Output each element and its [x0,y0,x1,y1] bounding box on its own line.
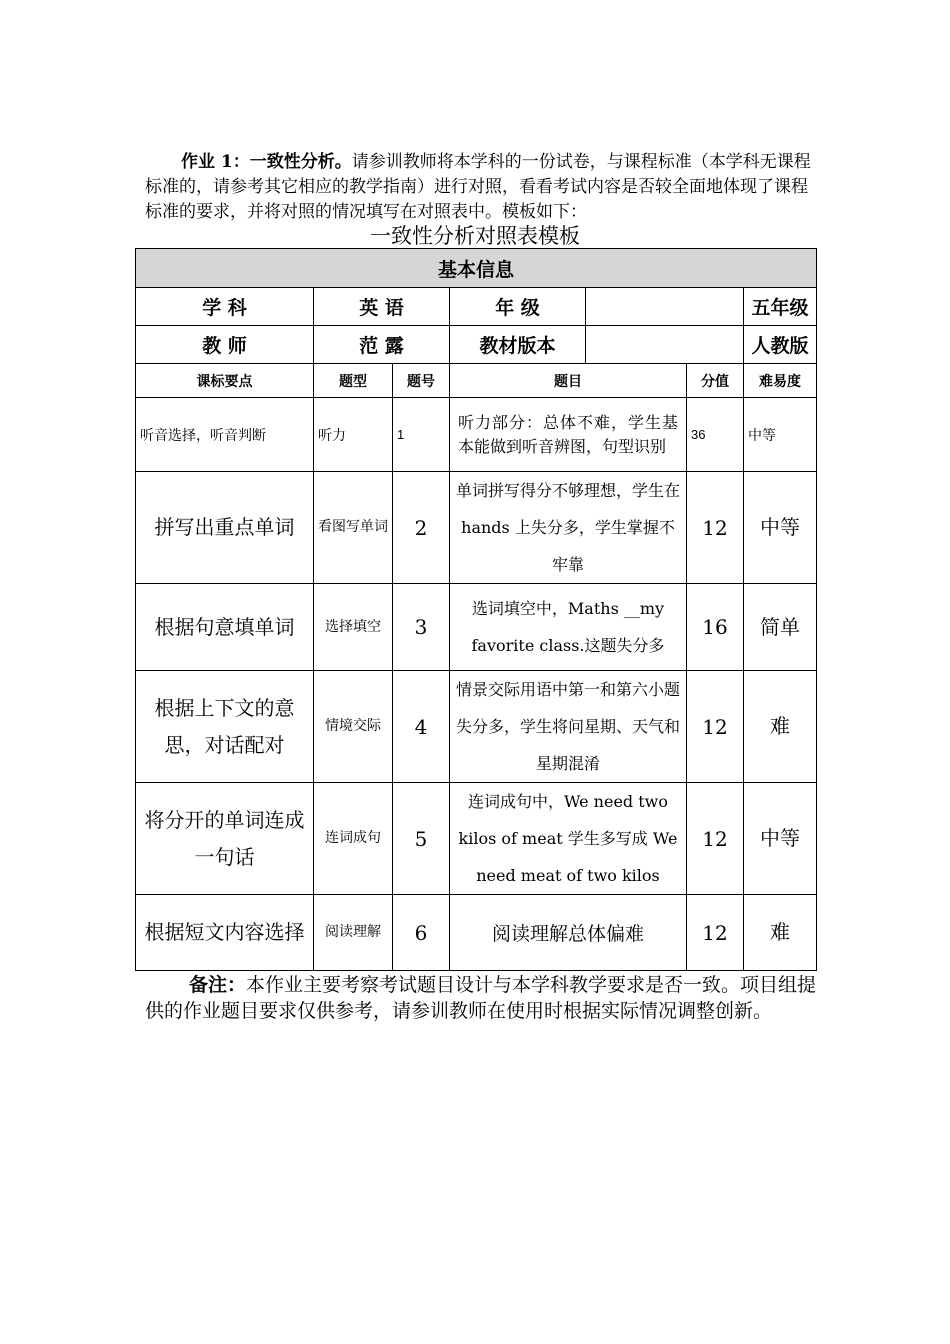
info-row-subject [136,288,817,326]
note-text: 本作业主要考察考试题目设计与本学科教学要求是否一致。项目组提供的作业题目要求仅供参考，请参训教师在使用时根据实际情况调整创新。 [145,974,817,1022]
cell-no: 1 [393,398,450,472]
table-row [136,584,817,671]
cell-no: 4 [393,671,450,783]
cell-level: 中等 [744,398,817,472]
table-row [136,398,817,472]
intro-paragraph [145,150,813,225]
cell-point: 将分开的单词连成一句话 [136,783,314,895]
cell-point: 根据上下文的意思，对话配对 [136,671,314,783]
teacher-value: 范 露 [314,326,450,364]
cell-score: 12 [687,472,744,584]
header-point: 课标要点 [136,364,314,398]
consistency-table [135,248,817,971]
cell-type: 阅读理解 [314,895,393,971]
table-row [136,472,817,584]
cell-score: 12 [687,671,744,783]
cell-type: 情境交际 [314,671,393,783]
teacher-label: 教 师 [136,326,314,364]
cell-level: 中等 [744,472,817,584]
edition-label: 教材版本 [450,326,586,363]
info-row-teacher [136,326,817,364]
cell-score: 16 [687,584,744,671]
document-title: 一致性分析对照表模板 [370,224,580,248]
section-title: 基本信息 [136,249,817,288]
cell-level: 简单 [744,584,817,671]
cell-no: 6 [393,895,450,971]
header-desc: 题目 [450,364,687,398]
cell-type: 看图写单词 [314,472,393,584]
cell-desc: 情景交际用语中第一和第六小题失分多，学生将问星期、天气和星期混淆 [450,671,687,783]
table-row [136,783,817,895]
cell-level: 难 [744,895,817,971]
cell-type: 连词成句 [314,783,393,895]
header-level: 难易度 [744,364,817,398]
column-header-row [136,364,817,398]
header-score: 分值 [687,364,744,398]
cell-desc: 连词成句中，We need two kilos of meat 学生多写成 We need meat of two kilos [450,783,687,895]
cell-desc: 选词填空中，Maths __my favorite class.这题失分多 [450,584,687,671]
cell-point: 听音选择，听音判断 [136,398,314,472]
cell-score: 12 [687,783,744,895]
cell-desc: 阅读理解总体偏难 [450,895,687,971]
cell-no: 2 [393,472,450,584]
cell-no: 3 [393,584,450,671]
cell-type: 选择填空 [314,584,393,671]
cell-desc: 听力部分：总体不难，学生基本能做到听音辨图，句型识别 [450,398,687,472]
table-row [136,895,817,971]
grade-label: 年 级 [450,288,586,325]
cell-type: 听力 [314,398,393,472]
cell-point: 根据句意填单词 [136,584,314,671]
section-header-row [136,249,817,288]
subject-label: 学 科 [136,288,314,326]
cell-score: 12 [687,895,744,971]
table-row [136,671,817,783]
cell-desc: 单词拼写得分不够理想，学生在 hands 上失分多，学生掌握不牢靠 [450,472,687,584]
note-paragraph [145,972,817,1024]
cell-point: 拼写出重点单词 [136,472,314,584]
cell-level: 难 [744,671,817,783]
intro-text: 请参训教师将本学科的一份试卷，与课程标准（本学科无课程标准的，请参考其它相应的教学指南）进行对照，看看考试内容是否较全面地体现了课程标准的要求，并将对照的情况填写在对照表中。模板如下： [145,152,811,222]
header-type: 题型 [314,364,393,398]
subject-value: 英 语 [314,288,450,326]
cell-no: 5 [393,783,450,895]
intro-lead: 作业 1：一致性分析。 [181,152,352,172]
cell-point: 根据短文内容选择 [136,895,314,971]
grade-value: 五年级 [744,288,817,326]
cell-score: 36 [687,398,744,472]
edition-value: 人教版 [744,326,817,364]
cell-level: 中等 [744,783,817,895]
note-lead: 备注： [189,974,247,996]
header-no: 题号 [393,364,450,398]
